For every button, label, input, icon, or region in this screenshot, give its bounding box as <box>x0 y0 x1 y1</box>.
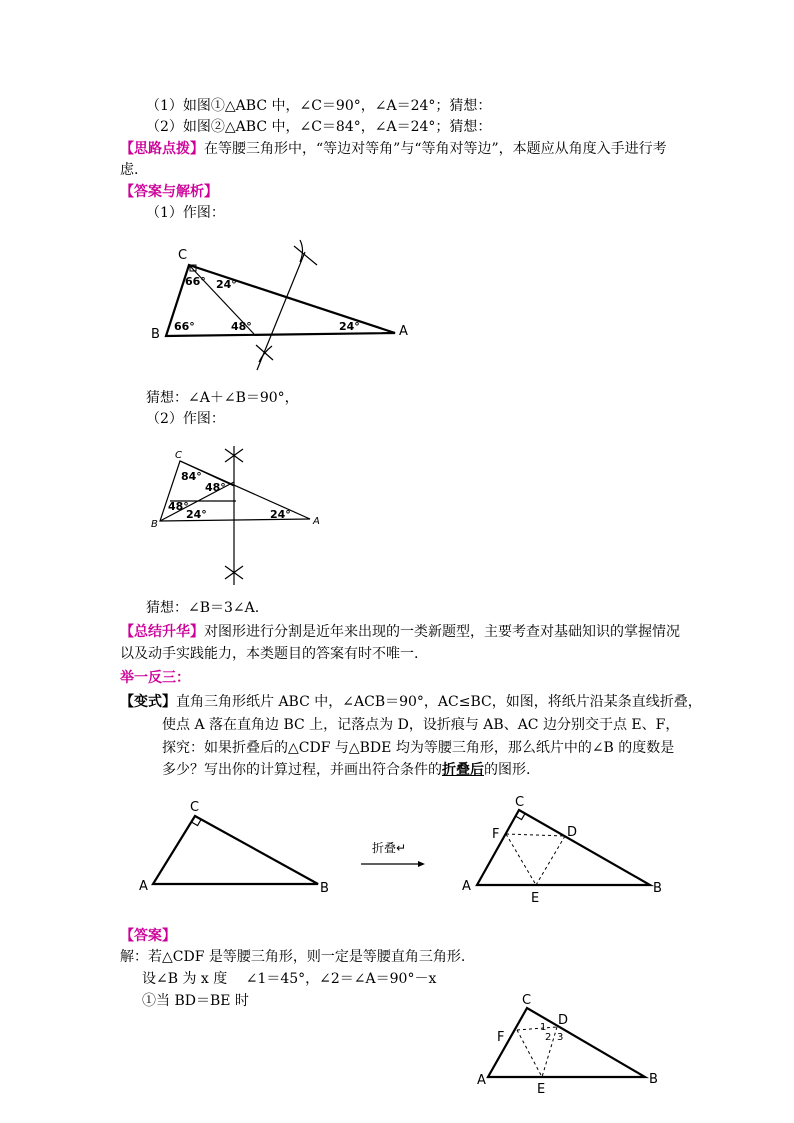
fig3-left-label-c: C <box>190 800 200 815</box>
fig1-angle-4: 24° <box>339 320 360 333</box>
problem-line-1: （1）如图①△ABC 中，∠C＝90°，∠A＝24°；猜想： <box>146 98 492 114</box>
part1-label: （1）作图： <box>146 205 225 221</box>
fig2-angle-3: 24° <box>186 508 207 521</box>
fig3-right-label-c: C <box>515 795 525 810</box>
hint-tag: 【思路点拨】 <box>120 141 204 157</box>
variant-tag: 【变式】 <box>120 694 176 710</box>
problem-line-2: （2）如图②△ABC 中，∠C＝84°，∠A＝24°；猜想： <box>146 119 492 135</box>
conjecture-1: 猜想：∠A＋∠B＝90°， <box>146 390 299 406</box>
fig4-label-a: A <box>477 1073 486 1088</box>
fig4-fold-fe <box>517 1030 542 1077</box>
fig4-label-d: D <box>558 1013 569 1028</box>
variant-heading: 举一反三： <box>120 670 190 686</box>
summary-text: 对图形进行分割是近年来出现的一类新题型，主要考查对基础知识的掌握情况 <box>204 624 680 640</box>
summary-tag: 【总结升华】 <box>120 624 204 640</box>
fig2-label-b: B <box>151 519 158 530</box>
fig1-label-c: C <box>178 248 188 263</box>
fig2-angle-4: 24° <box>270 508 291 521</box>
fig4-angle-2: 2 <box>545 1032 552 1043</box>
fig3-arrow-label: 折叠↵ <box>372 841 407 855</box>
fig1-angle-1: 24° <box>216 278 237 291</box>
fig3-right-label-b: B <box>653 881 662 896</box>
fig4-angle-3: 3 <box>557 1032 564 1043</box>
variant-line-4c: 的图形. <box>484 762 531 778</box>
fig2-label-a: A <box>313 516 320 527</box>
answer-line-2: 设∠B 为 x 度 ∠1＝45°，∠2＝∠A＝90°－x <box>142 971 437 987</box>
variant-line-2: 使点 A 落在直角边 BC 上，记落点为 D，设折痕与 AB、AC 边分别交于点 E、F， <box>162 717 680 733</box>
variant-line-1: 直角三角形纸片 ABC 中，∠ACB＝90°，AC≤BC，如图，将纸片沿某条直线折叠， <box>176 694 702 710</box>
fig4-label-f: F <box>497 1030 505 1045</box>
hint-text-2: 虑. <box>120 162 139 178</box>
fig3-right-label-e: E <box>531 891 540 906</box>
variant-line-4a: 多少？写出你的计算过程，并画出符合条件的 <box>162 762 442 778</box>
conjecture-2: 猜想：∠B＝3∠A. <box>146 600 260 616</box>
fig3-left-label-a: A <box>139 879 148 894</box>
fig4-label-c: C <box>522 993 532 1008</box>
fig3-right-label-a: A <box>462 879 471 894</box>
fig3-right-label-d: D <box>567 825 578 840</box>
fig1-label-b: B <box>151 327 160 342</box>
hint-text: 在等腰三角形中，“等边对等角”与“等角对等边”，本题应从角度入手进行考 <box>204 141 667 157</box>
variant-line-3: 探究：如果折叠后的△CDF 与△BDE 均为等腰三角形，那么纸片中的∠B 的度数是 <box>162 740 675 756</box>
variant-line-4b: 折叠后 <box>442 762 484 778</box>
fig4-label-e: E <box>537 1082 546 1097</box>
part2-label: （2）作图： <box>146 411 225 427</box>
answer-line-1: 解：若△CDF 是等腰三角形，则一定是等腰直角三角形. <box>120 949 466 965</box>
fig2-angle-1: 48° <box>205 481 226 494</box>
fig2-label-c: C <box>175 450 182 461</box>
fig4-fold-fd <box>517 1027 557 1030</box>
fig3-left-label-b: B <box>320 881 329 896</box>
fig3-right-label-f: F <box>492 827 500 842</box>
fig1-angle-0: 66° <box>185 275 206 288</box>
summary-text-2: 以及动手实践能力，本类题目的答案有时不唯一. <box>120 646 419 662</box>
answer-analysis-tag: 【答案与解析】 <box>120 184 218 200</box>
fig2-angle-0: 84° <box>181 470 202 483</box>
answer-tag: 【答案】 <box>120 928 176 944</box>
fig1-angle-2: 66° <box>174 320 195 333</box>
answer-line-3: ①当 BD＝BE 时 <box>142 993 249 1009</box>
fig1-label-a: A <box>399 324 408 339</box>
fig4-label-b: B <box>649 1072 658 1087</box>
fig2-angle-2: 48° <box>168 500 189 513</box>
fig1-angle-3: 48° <box>231 320 252 333</box>
fig4-angle-1: 1 <box>540 1022 547 1033</box>
